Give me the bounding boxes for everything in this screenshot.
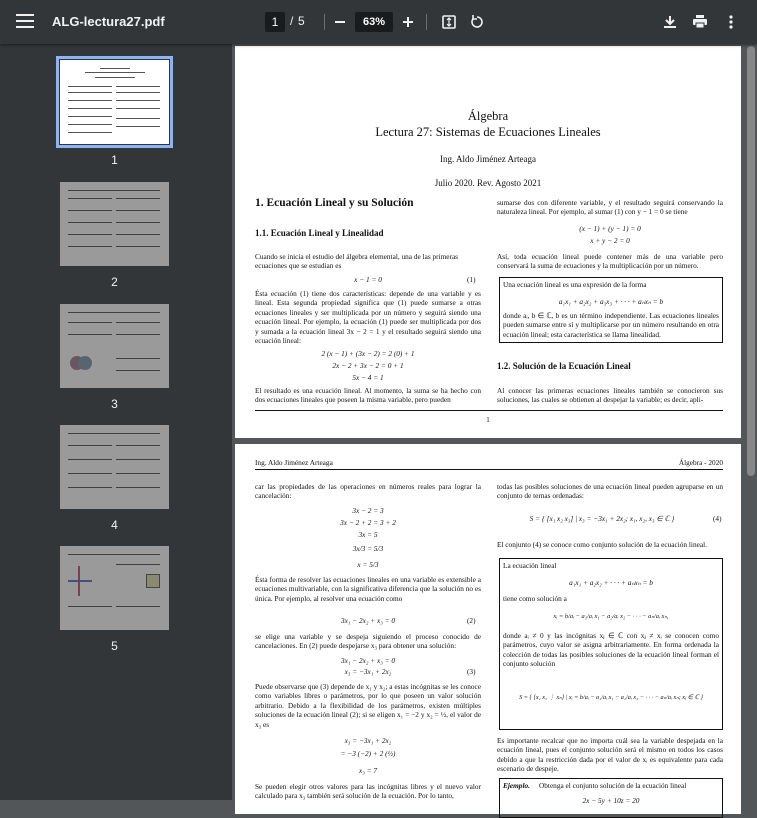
equation-number: (4) — [713, 514, 722, 523]
subsection-heading: 1.1. Ecuación Lineal y Linealidad — [255, 228, 384, 238]
thumbnail-label: 5 — [111, 639, 118, 653]
paragraph: Ésta ecuación (1) tiene dos características: depende de una variable y es lineal. Esta segunda propiedad significa que (1) puede sumarse a otras ecuaciones lineales y ser multiplicada por un número y seguirá siendo una ecuación lineal. Por ejemplo, la ecuación (1) puede ser multiplicada por dos y sumada a la ecuación lineal 3x − 2 = 1 y el resultado seguirá siendo una ecuación lineal: — [255, 289, 481, 346]
zoom-in-button[interactable] — [397, 11, 419, 33]
paragraph: car las propiedades de las operaciones en números reales para lograr la cancelación: — [255, 482, 481, 501]
equation: S = { [x₁ x₂ ⋮ xₙ] | xᵢ = b/aᵢ − a₁/aᵢ x₁ − a₂/aᵢ x₂ − · · · − aₙ/aᵢ xₙ; xⱼ ∈ ℂ } — [519, 694, 703, 701]
equation: 2 (x − 1) + (3x − 2) = 2 (0) + 1 — [321, 349, 415, 358]
equation: x₃ = −3x₁ + 2x₂ — [344, 667, 392, 676]
date: Julio 2020. Rev. Agosto 2021 — [434, 178, 542, 188]
equation: 3x₁ − 2x₂ + x₃ = 0 — [341, 656, 395, 665]
document-subtitle: Lectura 27: Sistemas de Ecuaciones Lineales — [375, 125, 601, 139]
rotate-icon — [469, 14, 485, 30]
thumbnail-label: 2 — [111, 275, 118, 289]
equation: x − 1 = 0 — [354, 275, 382, 284]
equation: 3x/3 = 5/3 — [352, 544, 384, 553]
equation-number: (3) — [467, 667, 476, 676]
download-button[interactable] — [659, 11, 681, 33]
subsection-heading: 1.2. Solución de la Ecuación Lineal — [497, 361, 631, 371]
document-heading: Álgebra — [467, 109, 509, 123]
paragraph: Ésta forma de resolver las ecuaciones lineales en una variable es extensible a ecuaciones multivariable, con la significativa diferencia que la solución no es única. Por ejemplo, al resolver una ecuación como — [255, 575, 481, 603]
minus-icon — [334, 16, 346, 28]
plus-icon — [402, 16, 414, 28]
equation-number: (2) — [467, 616, 476, 625]
page-header-course: Álgebra - 2020 — [678, 458, 723, 467]
paragraph: sumarse dos con diferente variable, y el resultado seguirá conservando la naturaleza lineal. Por ejemplo, al sumar (1) con y − 1 = 0 se tiene — [497, 198, 723, 217]
page-number-input[interactable]: 1 — [265, 12, 285, 32]
page-thumbnail-1[interactable] — [60, 60, 169, 144]
pdf-page-1 — [235, 46, 741, 438]
rotate-button[interactable] — [466, 11, 488, 33]
footer-rule — [255, 410, 723, 411]
equation: 3x₁ − 2x₂ + x₃ = 0 — [341, 616, 395, 625]
more-vertical-icon — [729, 15, 733, 29]
box-text: La ecuación lineal — [503, 561, 557, 570]
equation: a₁x₁ + a₂x₂ + a₃x₃ + · · · + aₙxₙ = b — [558, 297, 664, 306]
thumbnail-sidebar — [0, 44, 232, 800]
example-label: Ejemplo. — [503, 781, 530, 790]
paragraph: Es importante recalcar que no importa cuál sea la variable despejada en la ecuación lineal, pues el conjunto solución será el mismo en todos los casos debido a que la restricción dada por el valor de xᵢ es equivalente para cada escenario de despeje. — [497, 736, 723, 774]
page-number: 1 — [486, 416, 490, 424]
fit-to-page-icon — [441, 14, 457, 30]
definition-text: Una ecuación lineal es una expresión de la forma — [503, 280, 647, 289]
zoom-out-button[interactable] — [329, 11, 351, 33]
fit-page-button[interactable] — [438, 11, 460, 33]
download-icon — [663, 15, 677, 29]
equation: 3x − 2 + 2 = 3 + 2 — [340, 518, 396, 527]
equation: 3x − 2 = 3 — [352, 506, 384, 515]
toolbar-divider — [324, 14, 325, 30]
thumbnail-label: 1 — [111, 153, 118, 167]
equation: S = { [x₁ x₂ x₃] | x₃ = −3x₁ + 2x₂; x₁, x₂, x₃ ∈ ℂ } — [529, 514, 675, 523]
scrollbar[interactable] — [747, 46, 755, 476]
printer-icon — [692, 15, 708, 29]
equation: xᵢ = b/aᵢ − a₁/aᵢ x₁ − a₂/aᵢ x₂ − · · · − aₙ/aᵢ xₙ, — [553, 613, 669, 620]
equation: = −3 (−2) + 2 (½) — [340, 749, 396, 758]
document-title: ALG-lectura27.pdf — [52, 14, 165, 29]
paragraph: todas las posibles soluciones de una ecuación lineal pueden agruparse en un conjunto de ternas ordenadas: — [497, 482, 723, 501]
print-button[interactable] — [689, 11, 711, 33]
document-viewer[interactable] — [232, 44, 757, 805]
equation-number: (1) — [467, 275, 476, 284]
page-thumbnail-3[interactable] — [60, 304, 169, 388]
paragraph: Cuando se inicia el estudio del álgebra elemental, una de las primeras ecuaciones que se estudian es — [255, 252, 459, 271]
example-text: Obtenga el conjunto solución de la ecuación lineal — [539, 781, 687, 790]
equation: (x − 1) + (y − 1) = 0 — [579, 224, 641, 233]
total-pages: 5 — [298, 14, 305, 28]
box-text: donde aᵢ ≠ 0 y las incógnitas xⱼ ∈ ℂ con xⱼ ≠ xᵢ se conocen como parámetros, cuyo valor se asigna arbitrariamente. En forma ordenada la colección de todas las posibles soluciones de la ecuación lineal forman el conjunto solución — [503, 631, 719, 669]
menu-icon[interactable] — [16, 14, 34, 28]
box-text: tiene como solución a — [503, 594, 567, 603]
equation: x + y − 2 = 0 — [590, 236, 630, 245]
paragraph: se elige una variable y se despeja siguiendo el proceso conocido de cancelaciones. En (2) puede despejarse x₃ para obtener una solución: — [255, 632, 481, 651]
equation: x₃ = −3x₁ + 2x₂ — [344, 736, 392, 745]
author: Ing. Aldo Jiménez Arteaga — [440, 154, 536, 164]
definition-text: donde aᵢ, b ∈ ℂ, b es un término independiente. Las ecuaciones lineales pueden sumarse entre sí y multiplicarse por un número resultando en otra ecuación lineal; esta característica se llama linealidad. — [503, 311, 719, 339]
page-thumbnail-4[interactable] — [60, 425, 169, 509]
paragraph: El conjunto (4) se conoce como conjunto solución de la ecuación lineal. — [497, 540, 707, 549]
paragraph: Puede observarse que (3) depende de x₁ y x₂; a estas incógnitas se les conoce como variables libres o parámetros, por lo que poseen un valor solución arbitrario. Debido a la flexibilidad de los parámetros, existen múltiples soluciones de la ecuación lineal (2); si se eligen x₁ = −2 y x₂ = ½, el valor de x₃ es — [255, 682, 481, 729]
equation: 2x − 2 + 3x − 2 = 0 + 1 — [332, 361, 404, 370]
page-separator: / — [290, 14, 294, 28]
page-thumbnail-5[interactable] — [60, 546, 169, 630]
thumbnail-label: 3 — [111, 397, 118, 411]
paragraph: Al conocer las primeras ecuaciones lineales también se conocieron sus soluciones, las cuales se obtienen al despejar la variable; es decir, apli- — [497, 386, 723, 405]
equation: a₁x₁ + a₂x₂ + · · · + aₙxₙ = b — [569, 578, 653, 587]
pdf-page-2 — [235, 444, 741, 814]
header-rule — [255, 469, 723, 470]
equation: 3x = 5 — [358, 530, 378, 539]
paragraph: Se pueden elegir otros valores para las incógnitas libres y el nuevo valor calculado para x₃ también será solución de la ecuación. Por lo tanto, — [255, 782, 481, 801]
equation: 5x − 4 = 1 — [352, 373, 384, 382]
equation: 2x − 5y + 10z = 20 — [582, 796, 640, 805]
paragraph: El resultado es una ecuación lineal. Al momento, la suma se ha hecho con dos ecuaciones lineales que poseen la misma variable, pero pueden — [255, 386, 481, 405]
more-options-button[interactable] — [720, 11, 742, 33]
pdf-toolbar — [0, 0, 757, 44]
toolbar-divider — [426, 14, 427, 30]
equation: x₃ = 7 — [359, 766, 377, 775]
paragraph: Así, toda ecuación lineal puede contener más de una variable pero conservará la suma de ecuaciones y la multiplicación por un número. — [497, 252, 723, 271]
section-heading: 1. Ecuación Lineal y su Solución — [255, 197, 414, 209]
page-header-author: Ing. Aldo Jiménez Arteaga — [255, 458, 333, 467]
equation: x = 5/3 — [357, 560, 379, 569]
zoom-input[interactable]: 63% — [355, 12, 393, 32]
page-thumbnail-2[interactable] — [60, 182, 169, 266]
thumbnail-label: 4 — [111, 518, 118, 532]
